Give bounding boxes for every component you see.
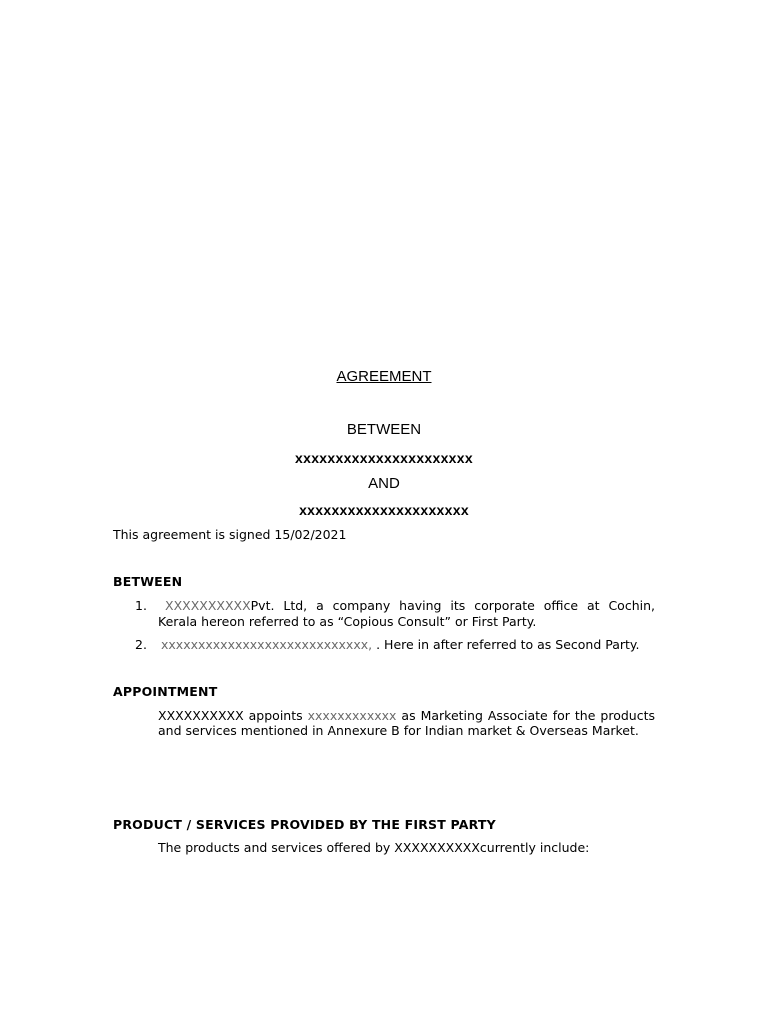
between-heading: BETWEEN xyxy=(113,574,183,589)
party2-placeholder: xxxxxxxxxxxxxxxxxxxxx xyxy=(299,502,469,518)
appointment-line1 xyxy=(158,708,655,724)
party1-line1-rest: Pvt. Ltd, a company having its corporate office at Cochin, xyxy=(250,598,655,613)
products-company: XXXXXXXXXX xyxy=(394,840,480,855)
products-text-suffix: currently include: xyxy=(479,840,590,855)
party2-line xyxy=(161,637,640,653)
party2-number: 2. xyxy=(135,637,147,652)
products-text-prefix: The products and services offered by xyxy=(158,840,391,855)
between-centered: BETWEEN xyxy=(346,421,422,438)
agreement-title: AGREEMENT xyxy=(336,368,432,385)
signed-line: This agreement is signed 15/02/2021 xyxy=(113,527,347,542)
products-line xyxy=(158,840,589,856)
appointment-appoints: appoints xyxy=(248,708,303,723)
appointment-line2: and services mentioned in Annexure B for Indian market & Overseas Market. xyxy=(158,723,639,738)
party2-name: xxxxxxxxxxxxxxxxxxxxxxxxxxxx, xyxy=(161,637,373,652)
party1-line1 xyxy=(165,598,655,614)
appointment-company: XXXXXXXXXX xyxy=(158,708,244,723)
party1-placeholder: xxxxxxxxxxxxxxxxxxxxxx xyxy=(295,450,473,466)
appointment-appointee: xxxxxxxxxxxx xyxy=(307,708,397,723)
products-heading: PRODUCT / SERVICES PROVIDED BY THE FIRST PARTY xyxy=(113,817,496,832)
and-label: AND xyxy=(368,475,400,492)
appointment-heading: APPOINTMENT xyxy=(113,684,218,699)
party1-number: 1. xyxy=(135,598,147,613)
party1-name: XXXXXXXXXX xyxy=(165,598,251,613)
party2-rest: . Here in after referred to as Second Party. xyxy=(376,637,640,652)
appointment-line1-rest: as Marketing Associate for the products xyxy=(401,708,655,723)
party1-line2: Kerala hereon referred to as “Copious Consult” or First Party. xyxy=(158,614,537,629)
